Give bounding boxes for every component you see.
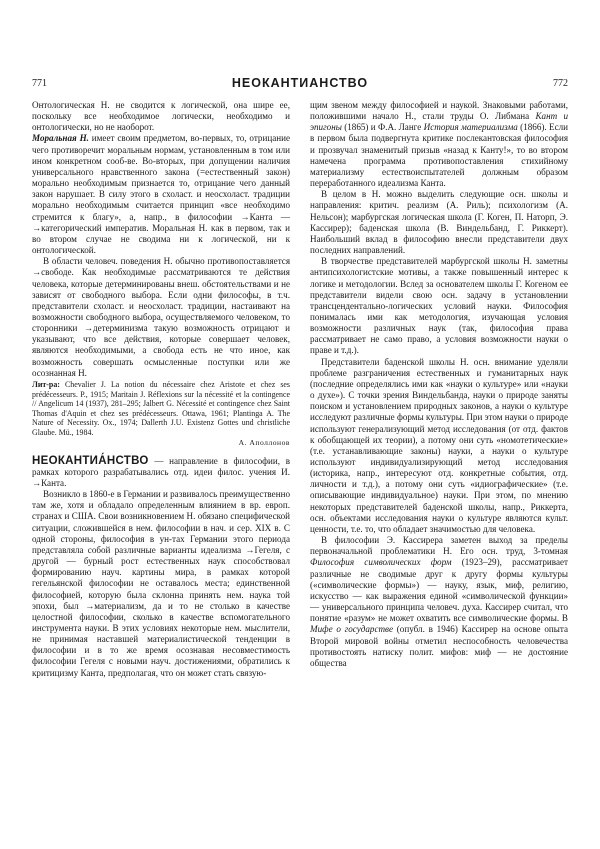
book-title: Мифе о государстве [310,624,394,635]
paragraph: Возникло в 1860-е в Германии и развивалось преимущественно там же, хотя и обладало определенным влиянием в вр. европ. странах и США. Свои возникновением Н. обязано специфической ситуации, сложившейся в нем. философии в нач. и сер. XIX в. С одной стороны, философия в ун-тах Германии этого периода представляла собой различные варианты идеализма →Гегеля, с другой — бурный рост естественных наук способствовал формированию науч. картины мира, в рамках которой гегельянской философии не оставалось места; единственной философией, которую была склонна принять нем. наука той эпохи, был →материализм, да и то не столько в качестве целостной философии, сколько в качестве вспомогательного инструмента науки. В этих условиях некоторые нем. мыслители, не принимая наставшей материалистической тенденции в философии и в то же время осознавая несовместимость философии Гегеля с новыми науч. достижениями, обратились к критицизму Канта, предполагая, что он может стать связую- [32,489,290,678]
page-number-right: 772 [553,78,568,89]
paragraph-moral-necessity [32,133,290,256]
paragraph-text: имеет своим предметом, во-первых, то, отрицание чего противоречит моральным нормам, установленным в том или ином конкретном сооб-ве. Во-вторых, при допущении наличия универсального нравственного закона (=естественный закон) морально необходимым признается то, отрицание чего данный закон нарушает. В силу этого в схоласт. и неосхоласт. традиции морально необходимым считается принцип «все необходимо стремится к благу», а, напр., в философии →Канта — →категорический императив. Моральная Н. как в первом, так и во втором случае не сводима ни к логической, ни к онтологической. [32,133,290,256]
book-title: Философия символических форм [310,557,452,568]
article-author: А. Аполлонов [238,438,290,448]
paragraph: Онтологическая Н. не сводится к логической, она шире ее, поскольку все необходимое логически, необходимо и онтологически, но не наоборот. [32,100,290,133]
literature-text: Chevalier J. La notion du nécessaire chez Aristote et chez ses prédécesseurs. P., 1915; Maritain J. Réflexions sur la nécessité et la contingence // Angelicum 14 (1937), 281–295; Jalbert G. Nécessité et contingence chez Saint Thomas d'Aquin et chez ses prédécesseurs. Ottawa, 1961; Plantinga A. The Nature of Necessity. Ox., 1974; Dallerth J.U. Existenz Gottes und christliche Glaube. Mü., 1984. [32,379,290,437]
right-column [310,100,568,669]
paragraph [310,535,568,669]
text-run: (1865) и Ф.А. Ланге [341,122,424,133]
page-header [32,76,568,94]
paragraph: В целом в Н. можно выделить следующие осн. школы и направления: критич. реализм (А. Риль); психологизм (А. Нельсон); марбургская логическая школа (Г. Коген, П. Наторп, Э. Кассирер); баденская школа (В. Виндельбанд, Г. Риккерт). Наибольший вклад в философию внесли представители двух последних направлений. [310,189,568,256]
book-title: История материализма [423,122,518,133]
left-column [32,100,290,679]
text-run: щим звеном между философией и наукой. Знаковыми работами, положившими начало Н., стали труды О. Либмана [310,100,568,122]
page-number-left: 771 [32,78,47,89]
paragraph: В творчестве представителей марбургской школы Н. заметны антипсихологистские мотивы, а также повышенный интерес к логике и методологии. Вслед за основателем школы Г. Когеном ее представители видели свою осн. задачу в установлении трансцендентально-логических условий науки. Философия понималась ими как методология, изучающая условия возможности различных наук (так, философия права рассматривает не само право, а условия возможности науки о праве и т.д.). [310,256,568,356]
text-run: В философии Э. Кассирера заметен выход за пределы первоначальной проблематики Н. Его осн. труд, 3-томная [310,535,568,557]
paragraph: Представители баденской школы Н. осн. внимание уделяли проблеме разграничения естественных и гуманитарных наук (последние определялись ими как «науки о культуре» или «науки о духе»). С точки зрения Виндельбанда, науки о природе заняты поиском и установлением природных законов, а науки о культуре исследуют различные формы культуры. При этом науки о природе используют генерализующий метод исследования (от отд. фактов к обобщающей их теории), а потому они суть «номотетические» (т.е. устанавливающие законы) науки, а науки о культуре используют индивидуализирующий метод исследования (историка, напр., интересуют отд. конкретные события, отд. личности и т.д.), а потому они суть «идиографические» (т.е. описывающие индивидуальное) науки. При этом, по мнению некоторых представителей баденской школы, напр., Риккерта, осн. объектами исследования науки о культуре являются культ. ценности, т.е. то, что обладает значимостью для человека. [310,356,568,534]
running-title: НЕОКАНТИАНСТВО [231,76,369,90]
literature-label: Лит-ра: [32,379,60,389]
book-title: Кант и эпигоны [310,111,568,133]
entry-definition: — направление в философии, в рамках которого разрабатывались отд. идеи филос. учения И. →Канта. [32,455,290,488]
entry-intro [32,456,290,489]
text-run: (опубл. в 1946) Кассирер на основе опыта Второй мировой войны отметил неспособность человечества противостоять натиску полит. мифов: миф — не достояние общества [310,624,568,668]
entry-headword: НЕОКАНТИА́НСТВО [32,454,149,467]
term-heading: Моральная Н. [32,133,89,144]
text-run: (1866). Если в первом была подвергнута критике послекантовская философия и прозвучал знаменитый призыв «назад к Канту!», то во втором намечена программа противопоставления стихийному материализму естествоиспытателей должным образом переработанного идеализма Канта. [310,122,569,189]
paragraph [310,100,568,189]
text-run: (1923–29), рассматривает различные не сводимые друг к другу формы культуры («символические формы») — науку, язык, миф, религию, искусство — как выражения единой «символической функции» — универсального принципа человеч. духа. Кассирер считал, что понятие «разум» не может охватить все символические формы. В [310,557,568,624]
paragraph: В области человеч. поведения Н. обычно противопоставляется →свободе. Как необходимые рассматриваются те действия человека, которые детерминированы внеш. обстоятельствами и не зависят от свободного выбора. Если одни философы, в т.ч. представители схоласт. и неосхоласт. традиции, настаивают на возможности свободного выбора, осуществляемого человеком, то сторонники →детерминизма такую возможность отрицают и указывают, что все действия, которые совершает человек, являются необходимыми, а свобода есть не что иное, как возможность совершать осмысленные поступки или же осознанная Н. [32,256,290,378]
literature-list [32,380,290,438]
